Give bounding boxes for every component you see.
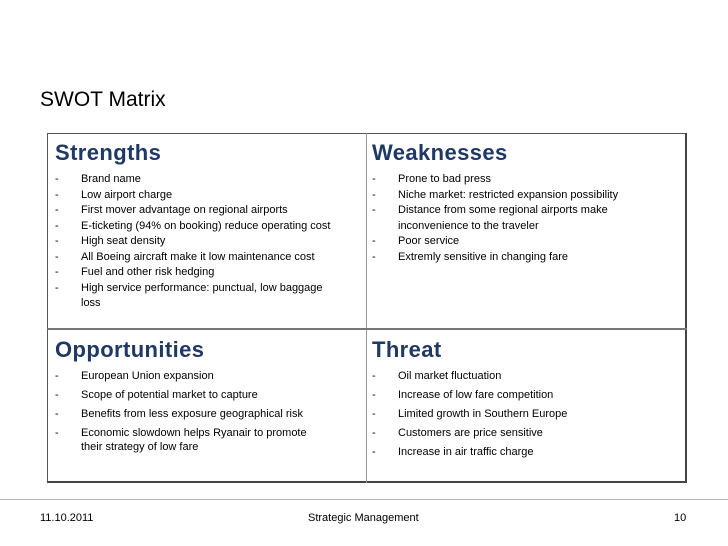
strengths-heading: Strengths	[55, 140, 162, 165]
threat-quadrant	[372, 337, 672, 464]
list-item: - Prone to bad press	[372, 173, 491, 185]
list-item: - High service performance: punctual, low baggage loss	[55, 281, 323, 309]
list-item: - Oil market fluctuation	[372, 370, 502, 382]
list-item: - Niche market: restricted expansion possibility	[372, 188, 619, 201]
threat-list	[372, 369, 672, 459]
list-item: - Fuel and other risk hedging	[55, 266, 215, 278]
footer-divider	[0, 499, 728, 500]
list-item: - Extremly sensitive in changing fare	[372, 250, 568, 263]
weaknesses-list	[372, 172, 672, 265]
list-item: - Scope of potential market to capture	[55, 389, 258, 401]
strengths-quadrant	[55, 140, 360, 312]
list-item: - High seat density	[55, 235, 166, 247]
list-item: - Economic slowdown helps Ryanair to promote their strategy of low fare	[55, 427, 307, 453]
list-item: - Limited growth in Southern Europe	[372, 408, 568, 420]
opportunities-quadrant	[55, 337, 355, 459]
threat-heading: Threat	[372, 337, 442, 362]
list-item: - All Boeing aircraft make it low maintenance cost	[55, 250, 315, 263]
list-item: - Increase of low fare competition	[372, 389, 554, 401]
list-item: - Brand name	[55, 173, 141, 185]
list-item: - European Union expansion	[55, 370, 214, 382]
footer-title: Strategic Management	[308, 512, 419, 524]
opportunities-list	[55, 369, 355, 454]
list-item: - Benefits from less exposure geographical risk	[55, 408, 303, 420]
slide-title: SWOT Matrix	[40, 88, 166, 111]
page-number: 10	[674, 512, 687, 524]
list-item: - Customers are price sensitive	[372, 427, 543, 439]
list-item: - E-ticketing (94% on booking) reduce operating cost	[55, 219, 331, 232]
list-item: - Low airport charge	[55, 188, 173, 201]
matrix-horizontal-divider	[47, 328, 687, 330]
strengths-list	[55, 172, 360, 312]
weaknesses-heading: Weaknesses	[372, 140, 508, 165]
matrix-vertical-divider	[366, 133, 367, 483]
list-item: - Distance from some regional airports make inconvenience to the traveler	[372, 204, 608, 232]
footer-date: 11.10.2011	[40, 512, 94, 524]
list-item: - Increase in air traffic charge	[372, 446, 534, 458]
weaknesses-quadrant	[372, 140, 672, 265]
list-item: - First mover advantage on regional airports	[55, 204, 288, 216]
list-item: - Poor service	[372, 235, 460, 247]
opportunities-heading: Opportunities	[55, 337, 205, 362]
